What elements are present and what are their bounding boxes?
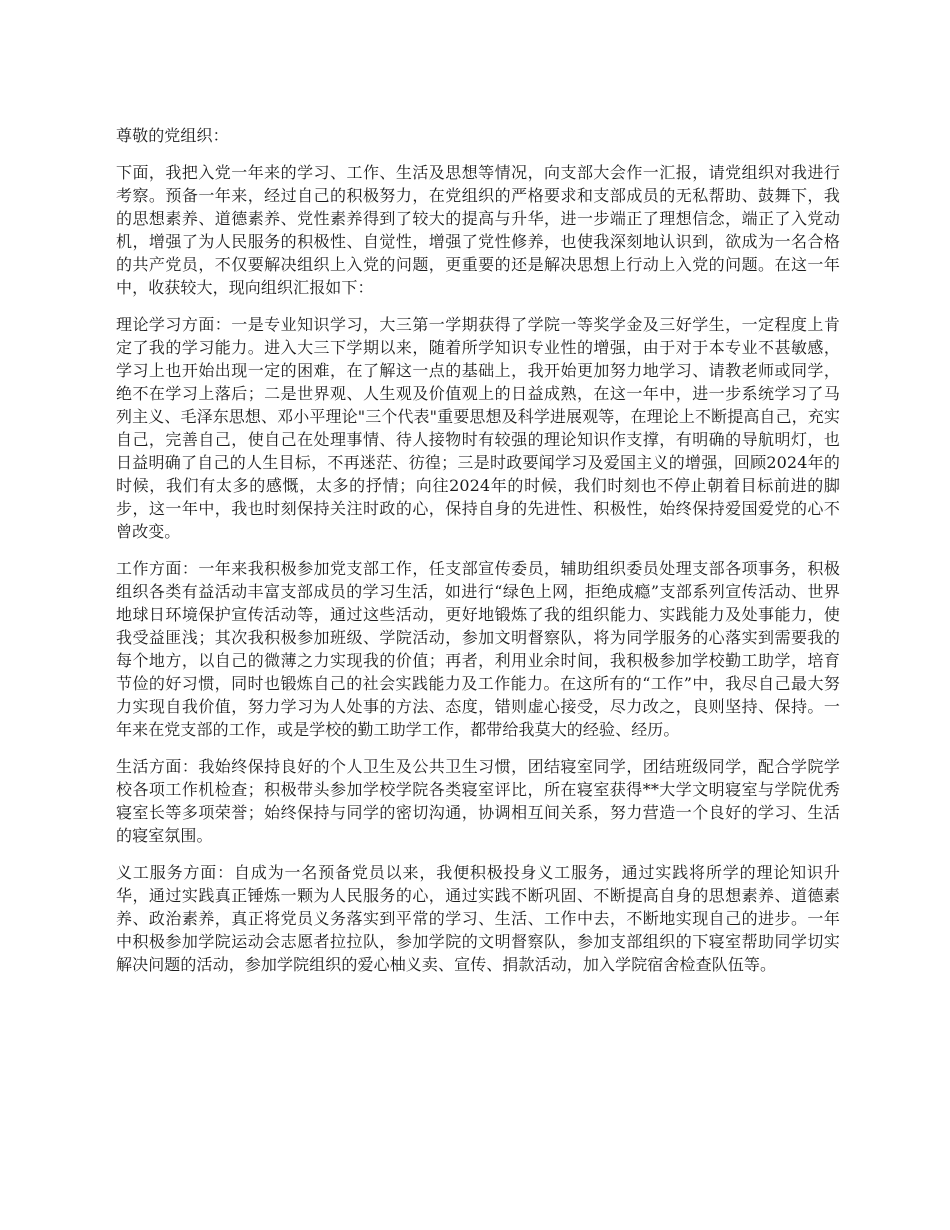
paragraph-theory-study: 理论学习方面：一是专业知识学习，大三第一学期获得了学院一等奖学金及三好学生，一定程度上肯定了我的学习能力。进入大三下学期以来，随着所学知识专业性的增强，由于对于本专业不甚敏感，学习上也开始出现一定的困难，在了解这一点的基础上，我开始更加努力地学习、请教老师或同学，绝不在学习上落后；二是世界观、人生观及价值观上的日益成熟，在这一年中，进一步系统学习了马列主义、毛泽东思想、邓小平理论"三个代表"重要思想及科学进展观等，在理论上不断提高自己，充实自己，完善自己，使自己在处理事情、待人接物时有较强的理论知识作支撑，有明确的导航明灯，也日益明确了自己的人生目标，不再迷茫、彷徨；三是时政要闻学习及爱国主义的增强，回顾2024年的时候，我们有太多的感慨，太多的抒情；向往2024年的时候，我们时刻也不停止朝着目标前进的脚步，这一年中，我也时刻保持关注时政的心，保持自身的先进性、积极性，始终保持爱国爱党的心不曾改变。 [116, 315, 840, 541]
document-body [116, 124, 840, 990]
paragraph-introduction: 下面，我把入党一年来的学习、工作、生活及思想等情况，向支部大会作一汇报，请党组织对我进行考察。预备一年来，经过自己的积极努力，在党组织的严格要求和支部成员的无私帮助、鼓舞下，我的思想素养、道德素养、党性素养得到了较大的提高与升华，进一步端正了理想信念，端正了入党动机，增强了为人民服务的积极性、自觉性，增强了党性修养，也使我深刻地认识到，欲成为一名合格的共产党员，不仅要解决组织上入党的问题，更重要的还是解决思想上行动上入党的问题。在这一年中，收获较大，现向组织汇报如下： [116, 163, 840, 297]
salutation: 尊敬的党组织： [116, 126, 229, 145]
paragraph-life: 生活方面：我始终保持良好的个人卫生及公共卫生习惯，团结寝室同学，团结班级同学，配合学院学校各项工作机检查；积极带头参加学校学院各类寝室评比，所在寝室获得**大学文明寝室与学院优秀寝室长等多项荣誉；始终保持与同学的密切沟通，协调相互间关系，努力营造一个良好的学习、生活的寝室氛围。 [116, 757, 840, 845]
paragraph-work: 工作方面：一年来我积极参加党支部工作，任支部宣传委员，辅助组织委员处理支部各项事务，积极组织各类有益活动丰富支部成员的学习生活，如进行“绿色上网，拒绝成瘾”支部系列宣传活动、世界地球日环境保护宣传活动等，通过这些活动，更好地锻炼了我的组织能力、实践能力及处事能力，使我受益匪浅；其次我积极参加班级、学院活动，参加文明督察队，将为同学服务的心落实到需要我的每个地方，以自己的微薄之力实现我的价值；再者，利用业余时间，我积极参加学校勤工助学，培育节俭的好习惯，同时也锻炼自己的社会实践能力及工作能力。在这所有的“工作”中，我尽自己最大努力实现自我价值，努力学习为人处事的方法、态度，错则虚心接受，尽力改之，良则坚持、保持。一年来在党支部的工作，或是学校的勤工助学工作，都带给我莫大的经验、经历。 [116, 559, 840, 739]
paragraph-volunteer-service: 义工服务方面：自成为一名预备党员以来，我便积极投身义工服务，通过实践将所学的理论知识升华，通过实践真正锤炼一颗为人民服务的心，通过实践不断巩固、不断提高自身的思想素养、道德素养、政治素养，真正将党员义务落实到平常的学习、生活、工作中去，不断地实现自己的进步。一年中积极参加学院运动会志愿者拉拉队，参加学院的文明督察队，参加支部组织的下寝室帮助同学切实解决问题的活动，参加学院组织的爱心柚义卖、宣传、捐款活动，加入学院宿舍检查队伍等。 [116, 863, 840, 974]
